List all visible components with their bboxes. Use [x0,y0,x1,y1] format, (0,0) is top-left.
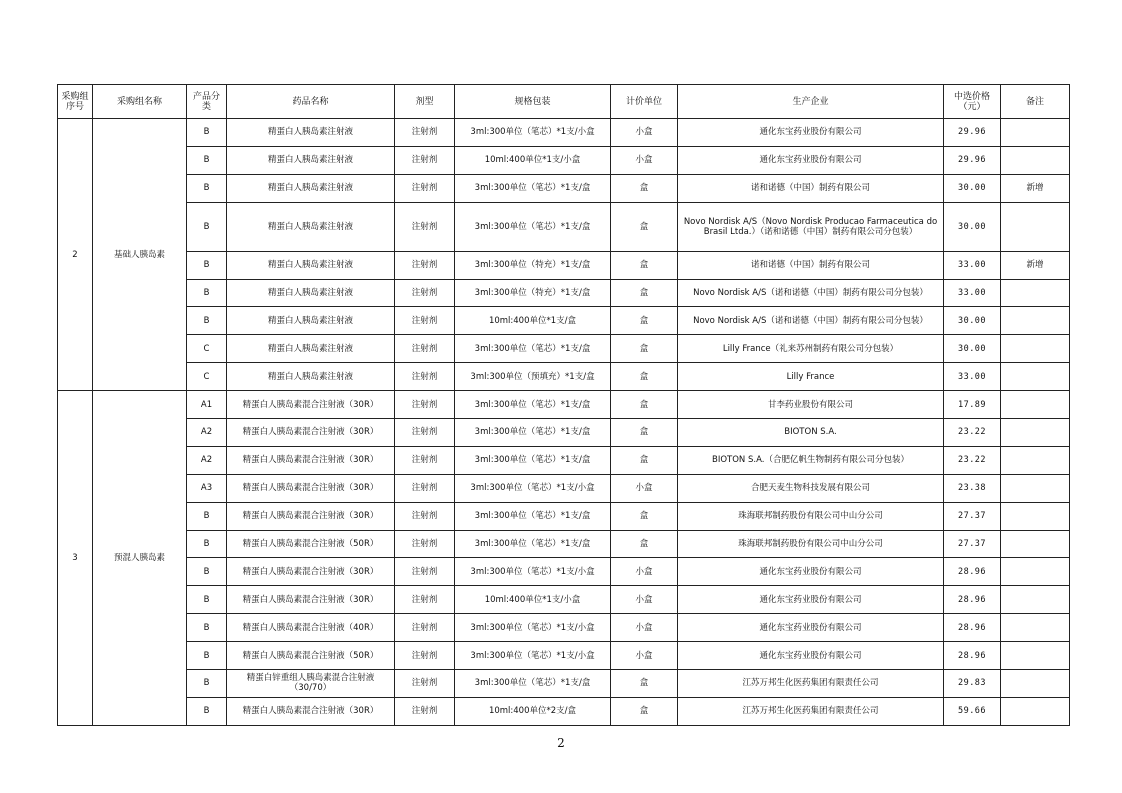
spec-cell: 3ml:300单位（笔芯）*1支/小盒 [455,558,611,586]
drug-name-cell: 精蛋白人胰岛素混合注射液（30R） [227,474,395,502]
unit-cell: 盒 [611,251,678,279]
spec-cell: 3ml:300单位（笔芯）*1支/小盒 [455,614,611,642]
dosage-form-cell: 注射剂 [395,642,455,670]
price-cell: 33.00 [944,363,1001,391]
note-cell [1001,146,1070,174]
unit-cell: 小盒 [611,146,678,174]
header-spec: 规格包装 [455,85,611,119]
manufacturer-cell: Novo Nordisk A/S（诺和诺德（中国）制药有限公司分包装） [678,279,944,307]
table-row [58,558,1070,586]
price-cell: 30.00 [944,202,1001,251]
manufacturer-cell: Novo Nordisk A/S（诺和诺德（中国）制药有限公司分包装） [678,307,944,335]
note-cell [1001,335,1070,363]
manufacturer-cell: 通化东宝药业股份有限公司 [678,642,944,670]
manufacturer-cell: Novo Nordisk A/S（Novo Nordisk Producao Farmaceutica do Brasil Ltda.）（诺和诺德（中国）制药有限公司分包装） [678,202,944,251]
manufacturer-cell: 江苏万邦生化医药集团有限责任公司 [678,697,944,725]
unit-cell: 盒 [611,202,678,251]
dosage-form-cell: 注射剂 [395,146,455,174]
category-cell: B [187,697,227,725]
price-cell: 27.37 [944,502,1001,530]
category-cell: B [187,202,227,251]
header-group-no: 采购组序号 [58,85,93,119]
note-cell [1001,586,1070,614]
drug-name-cell: 精蛋白人胰岛素混合注射液（50R） [227,642,395,670]
unit-cell: 盒 [611,279,678,307]
dosage-form-cell: 注射剂 [395,530,455,558]
dosage-form-cell: 注射剂 [395,474,455,502]
price-cell: 30.00 [944,335,1001,363]
manufacturer-cell: 通化东宝药业股份有限公司 [678,119,944,147]
note-cell [1001,279,1070,307]
note-cell [1001,474,1070,502]
dosage-form-cell: 注射剂 [395,558,455,586]
table-row [58,419,1070,447]
note-cell [1001,307,1070,335]
unit-cell: 盒 [611,307,678,335]
dosage-form-cell: 注射剂 [395,697,455,725]
category-cell: B [187,174,227,202]
spec-cell: 3ml:300单位（笔芯）*1支/盒 [455,202,611,251]
category-cell: B [187,642,227,670]
note-cell [1001,614,1070,642]
table-row [58,174,1070,202]
drug-name-cell: 精蛋白人胰岛素注射液 [227,202,395,251]
manufacturer-cell: Lilly France（礼来苏州制药有限公司分包装） [678,335,944,363]
drug-name-cell: 精蛋白人胰岛素注射液 [227,146,395,174]
note-cell [1001,119,1070,147]
unit-cell: 小盒 [611,119,678,147]
category-cell: C [187,363,227,391]
header-price: 中选价格（元） [944,85,1001,119]
price-cell: 27.37 [944,530,1001,558]
drug-name-cell: 精蛋白人胰岛素混合注射液（30R） [227,586,395,614]
header-category: 产品分类 [187,85,227,119]
price-cell: 23.22 [944,446,1001,474]
dosage-form-cell: 注射剂 [395,279,455,307]
category-cell: B [187,558,227,586]
unit-cell: 小盒 [611,614,678,642]
dosage-form-cell: 注射剂 [395,446,455,474]
table-body [58,119,1070,726]
table-row [58,614,1070,642]
dosage-form-cell: 注射剂 [395,614,455,642]
table-row [58,363,1070,391]
dosage-form-cell: 注射剂 [395,251,455,279]
spec-cell: 10ml:400单位*2支/盒 [455,697,611,725]
table-row [58,642,1070,670]
header-drug-name: 药品名称 [227,85,395,119]
header-row [58,85,1070,119]
category-cell: A2 [187,446,227,474]
price-cell: 28.96 [944,586,1001,614]
dosage-form-cell: 注射剂 [395,335,455,363]
header-manufacturer: 生产企业 [678,85,944,119]
note-cell [1001,670,1070,698]
drug-name-cell: 精蛋白人胰岛素注射液 [227,279,395,307]
table-row [58,202,1070,251]
manufacturer-cell: 江苏万邦生化医药集团有限责任公司 [678,670,944,698]
header-note: 备注 [1001,85,1070,119]
unit-cell: 盒 [611,446,678,474]
unit-cell: 盒 [611,335,678,363]
category-cell: B [187,146,227,174]
table-row [58,670,1070,698]
drug-name-cell: 精蛋白人胰岛素注射液 [227,119,395,147]
unit-cell: 小盒 [611,474,678,502]
drug-name-cell: 精蛋白人胰岛素注射液 [227,251,395,279]
category-cell: C [187,335,227,363]
header-group-name: 采购组名称 [93,85,187,119]
header-dosage-form: 剂型 [395,85,455,119]
procurement-table [57,84,1070,726]
table-row [58,335,1070,363]
drug-name-cell: 精蛋白人胰岛素混合注射液（30R） [227,502,395,530]
table-row [58,119,1070,147]
manufacturer-cell: 通化东宝药业股份有限公司 [678,558,944,586]
category-cell: A2 [187,419,227,447]
category-cell: B [187,614,227,642]
category-cell: B [187,119,227,147]
manufacturer-cell: 珠海联邦制药股份有限公司中山分公司 [678,530,944,558]
note-cell [1001,502,1070,530]
price-cell: 33.00 [944,279,1001,307]
spec-cell: 3ml:300单位（特充）*1支/盒 [455,279,611,307]
spec-cell: 10ml:400单位*1支/盒 [455,307,611,335]
spec-cell: 3ml:300单位（笔芯）*1支/盒 [455,391,611,419]
spec-cell: 3ml:300单位（笔芯）*1支/盒 [455,174,611,202]
dosage-form-cell: 注射剂 [395,670,455,698]
dosage-form-cell: 注射剂 [395,391,455,419]
table-row [58,251,1070,279]
dosage-form-cell: 注射剂 [395,174,455,202]
unit-cell: 小盒 [611,586,678,614]
price-cell: 28.96 [944,614,1001,642]
dosage-form-cell: 注射剂 [395,586,455,614]
drug-name-cell: 精蛋白人胰岛素混合注射液（30R） [227,697,395,725]
spec-cell: 3ml:300单位（笔芯）*1支/盒 [455,419,611,447]
manufacturer-cell: Lilly France [678,363,944,391]
table-row [58,586,1070,614]
drug-name-cell: 精蛋白人胰岛素注射液 [227,174,395,202]
drug-name-cell: 精蛋白人胰岛素混合注射液（30R） [227,558,395,586]
manufacturer-cell: 通化东宝药业股份有限公司 [678,586,944,614]
spec-cell: 3ml:300单位（笔芯）*1支/盒 [455,502,611,530]
drug-name-cell: 精蛋白人胰岛素混合注射液（50R） [227,530,395,558]
price-cell: 23.22 [944,419,1001,447]
category-cell: B [187,530,227,558]
unit-cell: 盒 [611,419,678,447]
table-row [58,307,1070,335]
manufacturer-cell: 诺和诺德（中国）制药有限公司 [678,251,944,279]
category-cell: B [187,502,227,530]
manufacturer-cell: 通化东宝药业股份有限公司 [678,614,944,642]
unit-cell: 盒 [611,363,678,391]
price-cell: 29.83 [944,670,1001,698]
unit-cell: 盒 [611,174,678,202]
spec-cell: 3ml:300单位（笔芯）*1支/小盒 [455,474,611,502]
table-row [58,279,1070,307]
price-cell: 29.96 [944,119,1001,147]
dosage-form-cell: 注射剂 [395,419,455,447]
spec-cell: 3ml:300单位（笔芯）*1支/小盒 [455,119,611,147]
price-cell: 30.00 [944,307,1001,335]
drug-name-cell: 精蛋白人胰岛素混合注射液（40R） [227,614,395,642]
category-cell: B [187,670,227,698]
unit-cell: 盒 [611,502,678,530]
page-number: 2 [557,736,565,750]
category-cell: B [187,251,227,279]
drug-name-cell: 精蛋白锌重组人胰岛素混合注射液（30/70） [227,670,395,698]
dosage-form-cell: 注射剂 [395,363,455,391]
note-cell [1001,363,1070,391]
price-cell: 29.96 [944,146,1001,174]
unit-cell: 盒 [611,530,678,558]
price-cell: 17.89 [944,391,1001,419]
table-row [58,474,1070,502]
table-row [58,391,1070,419]
price-cell: 28.96 [944,558,1001,586]
manufacturer-cell: 珠海联邦制药股份有限公司中山分公司 [678,502,944,530]
drug-name-cell: 精蛋白人胰岛素注射液 [227,307,395,335]
drug-name-cell: 精蛋白人胰岛素注射液 [227,335,395,363]
manufacturer-cell: BIOTON S.A. [678,419,944,447]
dosage-form-cell: 注射剂 [395,119,455,147]
group-number-cell: 3 [58,391,93,726]
note-cell [1001,202,1070,251]
unit-cell: 小盒 [611,642,678,670]
table-row [58,530,1070,558]
group-name-cell: 基础人胰岛素 [93,119,187,391]
drug-name-cell: 精蛋白人胰岛素注射液 [227,363,395,391]
unit-cell: 小盒 [611,558,678,586]
category-cell: A1 [187,391,227,419]
price-cell: 28.96 [944,642,1001,670]
category-cell: B [187,586,227,614]
spec-cell: 3ml:300单位（笔芯）*1支/盒 [455,335,611,363]
table-row [58,502,1070,530]
drug-name-cell: 精蛋白人胰岛素混合注射液（30R） [227,391,395,419]
group-number-cell: 2 [58,119,93,391]
note-cell: 新增 [1001,251,1070,279]
note-cell [1001,446,1070,474]
note-cell [1001,419,1070,447]
drug-name-cell: 精蛋白人胰岛素混合注射液（30R） [227,419,395,447]
note-cell [1001,697,1070,725]
note-cell [1001,530,1070,558]
manufacturer-cell: 诺和诺德（中国）制药有限公司 [678,174,944,202]
spec-cell: 10ml:400单位*1支/小盒 [455,146,611,174]
unit-cell: 盒 [611,697,678,725]
spec-cell: 3ml:300单位（笔芯）*1支/盒 [455,670,611,698]
note-cell [1001,558,1070,586]
table-row [58,697,1070,725]
group-name-cell: 预混人胰岛素 [93,391,187,726]
manufacturer-cell: 通化东宝药业股份有限公司 [678,146,944,174]
table-row [58,146,1070,174]
spec-cell: 3ml:300单位（特充）*1支/盒 [455,251,611,279]
manufacturer-cell: 甘李药业股份有限公司 [678,391,944,419]
price-cell: 33.00 [944,251,1001,279]
unit-cell: 盒 [611,391,678,419]
category-cell: B [187,307,227,335]
drug-name-cell: 精蛋白人胰岛素混合注射液（30R） [227,446,395,474]
price-cell: 30.00 [944,174,1001,202]
header-unit: 计价单位 [611,85,678,119]
unit-cell: 盒 [611,670,678,698]
table-row [58,446,1070,474]
spec-cell: 3ml:300单位（笔芯）*1支/小盒 [455,642,611,670]
spec-cell: 3ml:300单位（笔芯）*1支/盒 [455,446,611,474]
manufacturer-cell: BIOTON S.A.（合肥亿帆生物制药有限公司分包装） [678,446,944,474]
manufacturer-cell: 合肥天麦生物科技发展有限公司 [678,474,944,502]
price-cell: 59.66 [944,697,1001,725]
spec-cell: 10ml:400单位*1支/小盒 [455,586,611,614]
category-cell: B [187,279,227,307]
note-cell [1001,642,1070,670]
spec-cell: 3ml:300单位（预填充）*1支/盒 [455,363,611,391]
spec-cell: 3ml:300单位（笔芯）*1支/盒 [455,530,611,558]
note-cell [1001,391,1070,419]
dosage-form-cell: 注射剂 [395,502,455,530]
dosage-form-cell: 注射剂 [395,307,455,335]
category-cell: A3 [187,474,227,502]
price-cell: 23.38 [944,474,1001,502]
dosage-form-cell: 注射剂 [395,202,455,251]
note-cell: 新增 [1001,174,1070,202]
